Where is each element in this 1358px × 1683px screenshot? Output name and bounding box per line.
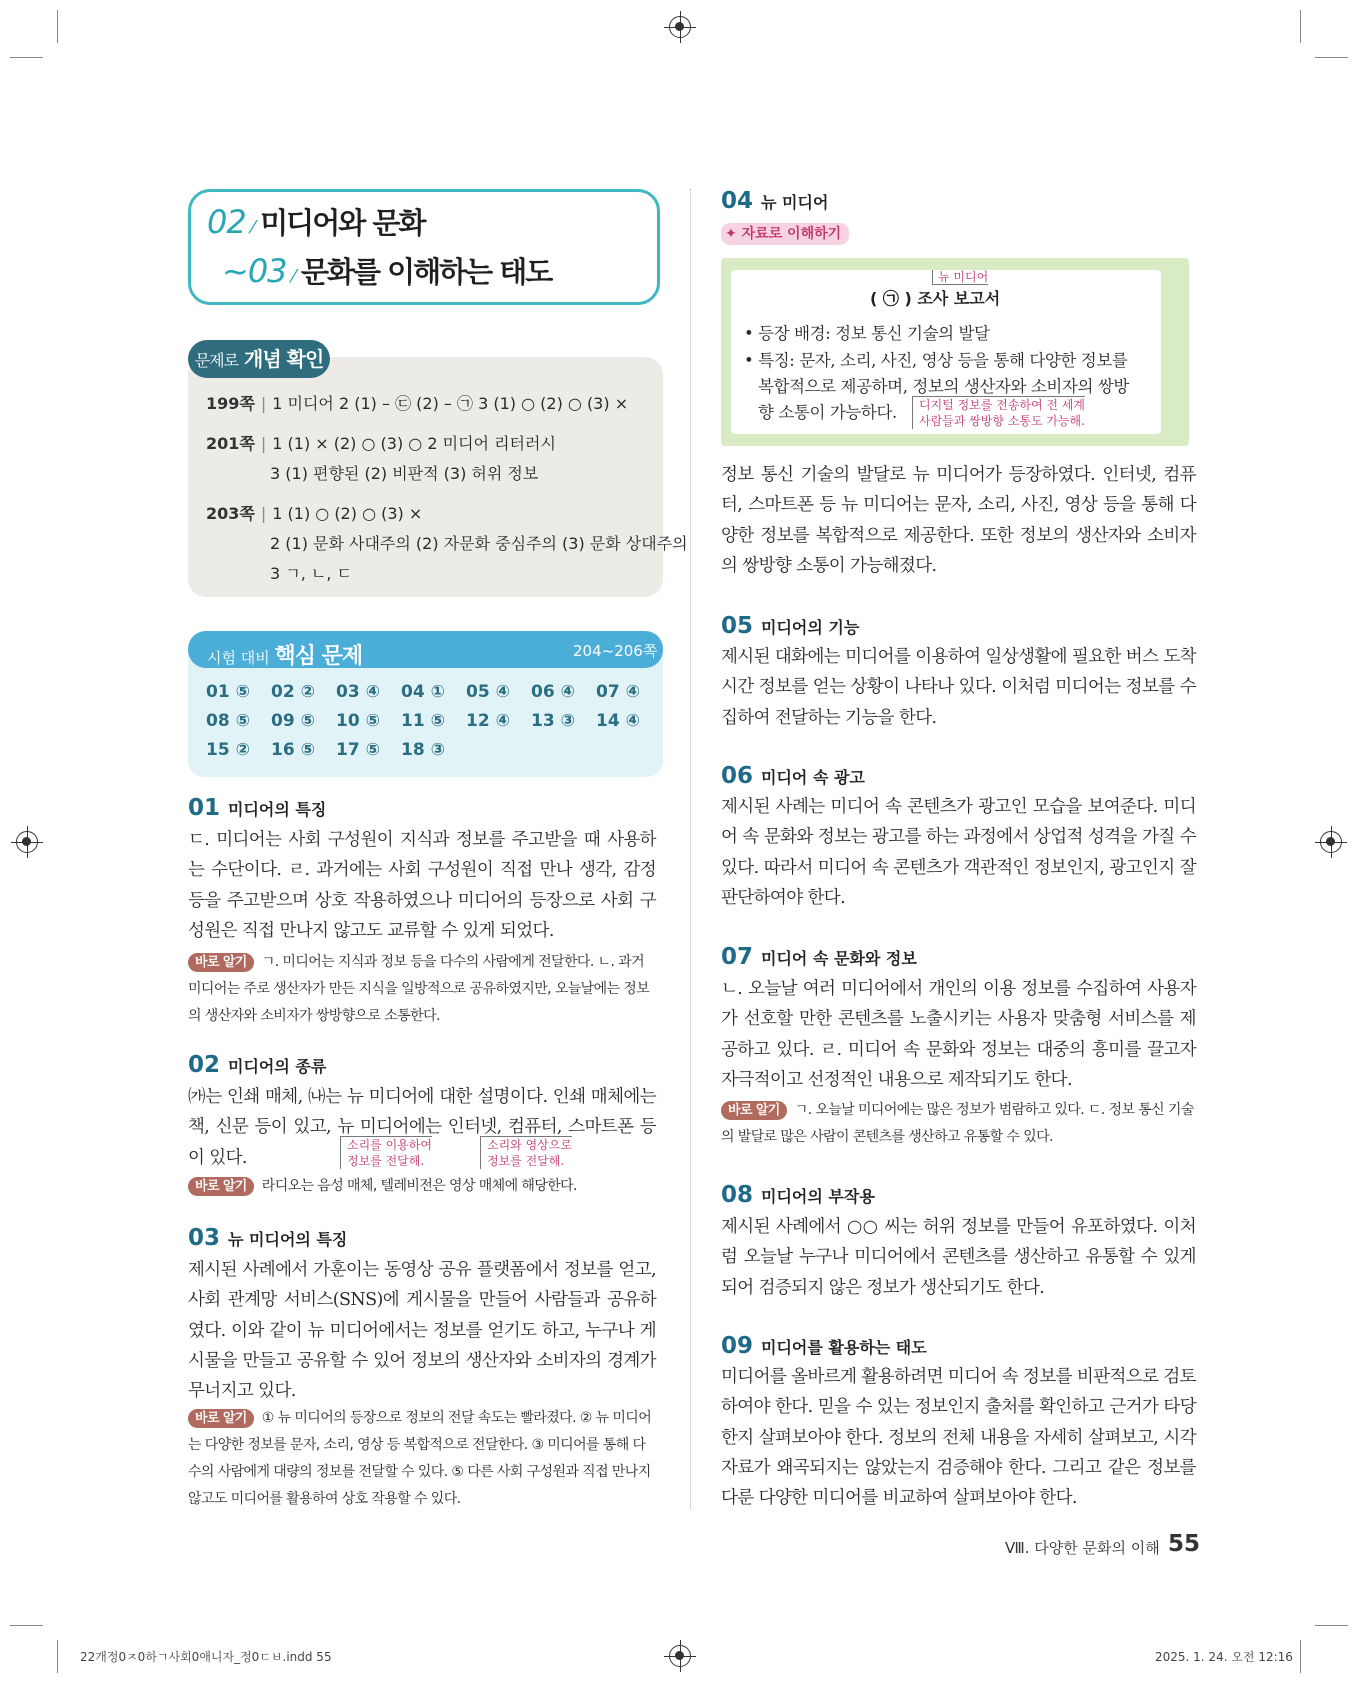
report-line: • 특징: 문자, 소리, 사진, 영상 등을 통해 다양한 정보를	[744, 351, 1128, 370]
concept-page: 201쪽	[206, 434, 255, 453]
exam-answer: 11 ⑤	[401, 711, 445, 731]
concept-row	[270, 461, 538, 484]
note-text: ① 뉴 미디어의 등장으로 정보의 전달 속도는 빨라졌다. ② 뉴 미디어는 다양한 정보를 문자, 소리, 영상 등 복합적으로 전달한다. ③ 미디어를 통해 다수의 사람에게 대량의 정보를 전달할 수 있다. ⑤ 다른 사회 구성원과 직접 만나지 않고도 미디어를 활용하여 상호 작용할 수 있다.	[188, 1410, 652, 1507]
report-callout: 뉴 미디어	[932, 270, 988, 285]
title-text: 미디어와 문화	[260, 206, 425, 240]
section-09-heading	[721, 1333, 927, 1359]
exam-answer: 03 ④	[336, 682, 380, 702]
section-label: 미디어 속 광고	[761, 768, 865, 787]
data-tag-label: 자료로 이해하기	[741, 226, 842, 242]
exam-answer: 09 ⑤	[271, 711, 315, 731]
section-06-heading	[721, 763, 865, 789]
slug-file-name: 22개정0ㅈ0하ㄱ사회0애니자_정0ㄷㅂ.indd 55	[80, 1650, 332, 1664]
section-number: 07	[721, 944, 754, 970]
exam-answer: 05 ④	[466, 682, 510, 702]
section-02-body: ㈎는 인쇄 매체, ㈏는 뉴 미디어에 대한 설명이다. 인쇄 매체에는 책, 신문 등이 있고, 뉴 미디어에는 인터넷, 컴퓨터, 스마트폰 등이 있다.	[188, 1087, 656, 1168]
section-number: 02	[188, 1052, 221, 1078]
note-text: ㄱ. 오늘날 미디어에는 많은 정보가 범람하고 있다. ㄷ. 정보 통신 기술의 발달로 많은 사람이 콘텐츠를 생산하고 유통할 수 있다.	[721, 1102, 1194, 1145]
note-text: ㄱ. 미디어는 지식과 정보 등을 다수의 사람에게 전달한다. ㄴ. 과거 미디어는 주로 생산자가 만든 지식을 일방적으로 공유하였지만, 오늘날에는 정보의 생산자와 소비자가 쌍방향으로 소통한다.	[188, 954, 650, 1024]
quick-check-badge: 바로 알기	[721, 1101, 787, 1120]
section-07-note	[721, 1097, 1196, 1151]
section-08-heading	[721, 1182, 875, 1208]
exam-answer: 14 ④	[596, 711, 640, 731]
note-text: 라디오는 음성 매체, 텔레비전은 영상 매체에 해당한다.	[261, 1178, 577, 1194]
title-text: 문화를 이해하는 태도	[300, 255, 552, 289]
concept-items: 2 (1) 문화 사대주의 (2) 자문화 중심주의 (3) 문화 상대주의	[270, 534, 688, 553]
section-number: 05	[721, 613, 754, 639]
section-02-callout-radio	[340, 1136, 432, 1169]
exam-answer: 02 ②	[271, 682, 315, 702]
callout-line: 소리를 이용하여	[347, 1138, 432, 1152]
callout-line: 디지털 정보를 전송하여 전 세계	[919, 398, 1085, 412]
section-03-body: 제시된 사례에서 가훈이는 동영상 공유 플랫폼에서 정보를 얻고, 사회 관계망 서비스(SNS)에 게시물을 만들어 사람들과 공유하였다. 이와 같이 뉴 미디어에서는 정보를 얻기도 하고, 누구나 게시물을 만들고 공유할 수 있어 정보의 생산자와 소비자의 경계가 무너지고 있다.	[188, 1260, 656, 1402]
section-09-body: 미디어를 올바르게 활용하려면 미디어 속 정보를 비판적으로 검토하여야 한다. 믿을 수 있는 정보인지 출처를 확인하고 근거가 타당한지 살펴보아야 한다. 정보의 전체 내용을 자세히 살펴보고, 시각 자료가 왜곡되지는 않았는지 검증해야 한다. 그리고 같은 정보를 다룬 다양한 미디어를 비교하여 살펴보아야 한다.	[721, 1367, 1196, 1509]
concept-row	[270, 531, 688, 554]
exam-answer: 18 ③	[401, 740, 445, 760]
section-03-heading	[188, 1225, 347, 1251]
section-06-body: 제시된 사례는 미디어 속 콘텐츠가 광고인 모습을 보여준다. 미디어 속 문화와 정보는 광고를 하는 과정에서 상업적 성격을 가질 수 있다. 따라서 미디어 속 콘텐츠가 객관적인 정보인지, 광고인지 잘 판단하여야 한다.	[721, 797, 1196, 908]
section-label: 미디어의 부작용	[761, 1187, 875, 1206]
section-number: 08	[721, 1182, 754, 1208]
section-number: 06	[721, 763, 754, 789]
callout-line: 사람들과 쌍방향 소통도 가능해.	[919, 414, 1085, 428]
exam-answer: 06 ④	[531, 682, 575, 702]
exam-answer: 15 ②	[206, 740, 250, 760]
section-08-body: 제시된 사례에서 ○○ 씨는 허위 정보를 만들어 유포하였다. 이처럼 오늘날 누구나 미디어에서 콘텐츠를 생산하고 유통할 수 있게 되어 검증되지 않은 정보가 생산되기도 한다.	[721, 1217, 1196, 1298]
exam-answer: 17 ⑤	[336, 740, 380, 760]
section-01-note	[188, 949, 656, 1030]
registration-mark-icon	[669, 16, 691, 38]
section-01-heading	[188, 795, 326, 821]
concept-check-tab	[188, 340, 330, 378]
section-number: 03	[188, 1225, 221, 1251]
exam-pages: 204~206쪽	[573, 642, 658, 660]
report-line: 복합적으로 제공하며, 정보의 생산자와 소비자의 쌍방	[758, 377, 1129, 396]
section-02-heading	[188, 1052, 326, 1078]
section-05-heading	[721, 613, 859, 639]
section-04-body: 정보 통신 기술의 발달로 뉴 미디어가 등장하였다. 인터넷, 컴퓨터, 스마트폰 등 뉴 미디어는 문자, 소리, 사진, 영상 등을 통해 다양한 정보를 복합적으로 제공한다. 또한 정보의 생산자와 소비자의 쌍방향 소통이 가능해졌다.	[721, 465, 1196, 576]
exam-answer: 04 ①	[401, 682, 445, 702]
section-label: 미디어의 종류	[228, 1057, 327, 1076]
concept-tab-title: 개념 확인	[244, 347, 324, 371]
section-label: 미디어의 특징	[228, 800, 327, 819]
title-number: ~03	[222, 252, 287, 290]
registration-mark-icon	[1320, 831, 1342, 853]
section-label: 미디어 속 문화와 정보	[761, 949, 917, 968]
exam-answer: 13 ③	[531, 711, 575, 731]
concept-items: 1 (1) ○ (2) ○ (3) ×	[272, 504, 423, 523]
quick-check-badge: 바로 알기	[188, 1177, 254, 1196]
report-note	[912, 396, 1085, 429]
concept-row: 201쪽 | 1 (1) × (2) ○ (3) ○ 2 미디어 리터러시	[206, 434, 556, 453]
section-04-heading	[721, 188, 828, 214]
concept-page: 199쪽	[206, 394, 255, 413]
registration-mark-icon	[16, 831, 38, 853]
report-title: ( ㉠ ) 조사 보고서	[870, 289, 1001, 308]
section-label: 미디어를 활용하는 태도	[761, 1338, 927, 1357]
title-line-2: ~03 ⁄ 문화를 이해하는 태도	[222, 252, 552, 290]
data-understanding-tag: ✦ 자료로 이해하기	[721, 223, 849, 245]
exam-title-main: 핵심 문제	[274, 644, 363, 669]
title-line-1: 02 ⁄ 미디어와 문화	[207, 203, 425, 241]
section-label: 미디어의 기능	[761, 618, 860, 637]
section-07-body: ㄴ. 오늘날 여러 미디어에서 개인의 이용 정보를 수집하여 사용자가 선호할 만한 콘텐츠를 노출시키는 사용자 맞춤형 서비스를 제공하고 있다. ㄹ. 미디어 속 문화와 정보는 대중의 흥미를 끌고자 자극적이고 선정적인 내용으로 제작되기도 한다.	[721, 979, 1196, 1090]
section-02-callout-tv	[480, 1136, 572, 1169]
report-line: 향 소통이 가능하다.	[758, 403, 897, 422]
registration-mark-icon	[669, 1645, 691, 1667]
exam-answer: 08 ⑤	[206, 711, 250, 731]
callout-line: 정보를 전달해.	[487, 1154, 565, 1168]
page-number: 55	[1168, 1531, 1201, 1557]
slug-timestamp: 2025. 1. 24. 오전 12:16	[1155, 1650, 1293, 1664]
section-label: 뉴 미디어	[761, 193, 829, 212]
section-03-note	[188, 1405, 656, 1513]
column-divider	[690, 189, 692, 1509]
section-05-body: 제시된 대화에는 미디어를 이용하여 일상생활에 필요한 버스 도착 시간 정보를 얻는 상황이 나타나 있다. 이처럼 미디어는 정보를 수집하여 전달하는 기능을 한다.	[721, 647, 1196, 728]
concept-row: 203쪽 | 1 (1) ○ (2) ○ (3) ×	[206, 504, 423, 523]
concept-items: 3 ㄱ, ㄴ, ㄷ	[270, 564, 352, 583]
exam-answer: 07 ④	[596, 682, 640, 702]
section-01-body: ㄷ. 미디어는 사회 구성원이 지식과 정보를 주고받을 때 사용하는 수단이다. ㄹ. 과거에는 사회 구성원이 직접 만나 생각, 감정 등을 주고받으며 상호 작용하였으나 미디어의 등장으로 사회 구성원은 직접 만나지 않고도 교류할 수 있게 되었다.	[188, 830, 656, 941]
concept-tab-prefix: 문제로	[194, 351, 239, 370]
section-07-heading	[721, 944, 917, 970]
exam-answer: 01 ⑤	[206, 682, 250, 702]
exam-answer: 12 ④	[466, 711, 510, 731]
exam-title	[207, 639, 362, 670]
section-number: 09	[721, 1333, 754, 1359]
exam-title-prefix: 시험 대비	[207, 649, 270, 667]
quick-check-badge: 바로 알기	[188, 1409, 254, 1428]
section-number: 04	[721, 188, 754, 214]
section-label: 뉴 미디어의 특징	[228, 1230, 348, 1249]
report-line: • 등장 배경: 정보 통신 기술의 발달	[744, 324, 990, 343]
quick-check-badge: 바로 알기	[188, 953, 254, 972]
chapter-footer: Ⅷ. 다양한 문화의 이해	[1005, 1539, 1160, 1557]
callout-line: 소리와 영상으로	[487, 1138, 572, 1152]
exam-answer: 10 ⑤	[336, 711, 380, 731]
concept-items: 1 미디어 2 (1) – ㉢ (2) – ㉠ 3 (1) ○ (2) ○ (3) ×	[272, 394, 629, 413]
section-number: 01	[188, 795, 221, 821]
concept-row: 199쪽 | 1 미디어 2 (1) – ㉢ (2) – ㉠ 3 (1) ○ (2) ○ (3) ×	[206, 394, 629, 413]
section-02-note	[188, 1173, 656, 1200]
concept-row	[270, 561, 352, 584]
concept-page: 203쪽	[206, 504, 255, 523]
concept-items: 3 (1) 편향된 (2) 비판적 (3) 허위 정보	[270, 464, 539, 483]
title-number: 02	[207, 203, 246, 241]
concept-items: 1 (1) × (2) ○ (3) ○ 2 미디어 리터러시	[272, 434, 556, 453]
exam-answer: 16 ⑤	[271, 740, 315, 760]
callout-line: 정보를 전달해.	[347, 1154, 425, 1168]
